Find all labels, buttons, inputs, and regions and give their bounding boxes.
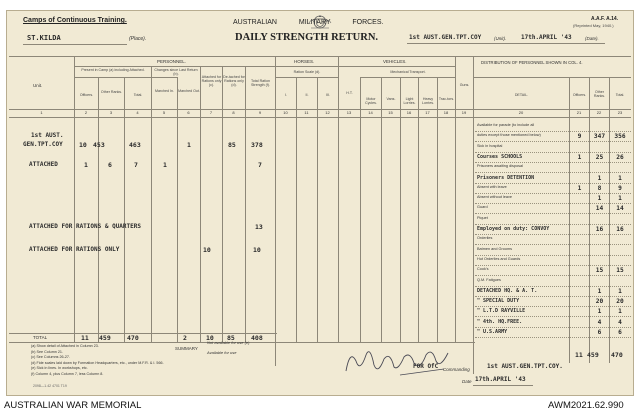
dist-group-rule: [473, 77, 631, 78]
personnel-header: PERSONNEL.: [157, 59, 187, 64]
col-rule-9: [275, 56, 276, 366]
column-number: 18: [443, 110, 449, 115]
mech-transport-header: Mechanical Transport.: [390, 70, 426, 74]
column-number: 20: [518, 110, 524, 115]
light-lorries-header: Light Lorries.: [403, 97, 416, 106]
column-number: 21: [576, 110, 582, 115]
place-line: [23, 44, 127, 45]
dist-total-total: 470: [611, 351, 623, 359]
distribution-row-line: [475, 306, 631, 307]
distribution-value-t: 9: [618, 184, 622, 192]
signoff-date-line: [473, 385, 533, 386]
col-rule-2: [98, 77, 99, 342]
distribution-detail: " U.S.ARMY: [477, 329, 508, 335]
col-rule-20: [569, 77, 570, 363]
unit-value: 1st AUST.GEN.TPT.COY: [409, 34, 482, 41]
roman-2: II.: [305, 93, 309, 97]
column-number: 8: [232, 110, 235, 115]
total-ration-header: Total Ration Strength (f).: [251, 79, 270, 88]
distribution-value-t: 6: [618, 329, 622, 336]
distribution-value-o: 1: [577, 184, 582, 192]
signoff-date-value: 17th.APRIL '43: [475, 376, 526, 383]
rations-quarters-value: 13: [255, 223, 263, 231]
footnote: (d) Fide scales laid down by Formation Headquarters, etc., under M.F.R. & I. 566.: [31, 360, 164, 365]
rations-only-attached: 10: [203, 246, 211, 254]
vans-header: Vans.: [386, 97, 396, 101]
column-number: 22: [596, 110, 602, 115]
column-number: 11: [304, 110, 309, 115]
footnote: (e) Sick in lines. In workshops, etc.: [31, 366, 88, 371]
distribution-value-r: 8: [597, 184, 602, 192]
col-rule-3: [124, 77, 125, 342]
distribution-value-t: 1: [618, 174, 622, 182]
distribution-value-r: 20: [595, 298, 604, 306]
ration-scale-header: Ration Scale (d).: [293, 70, 321, 74]
distribution-detail: " L.T.D RAYVILLE: [477, 308, 526, 315]
total-total: 470: [127, 334, 139, 342]
attached-ration: 7: [258, 161, 262, 169]
column-number: 7: [209, 110, 213, 115]
distribution-value-t: 1: [618, 287, 622, 295]
distribution-detail: Hut Orderlies and Guards: [477, 256, 521, 261]
distribution-value-t: 4: [618, 318, 622, 326]
detached-rations-header: De-tached for Rations only (d).: [223, 75, 245, 88]
col-rule-5: [177, 77, 178, 342]
rations-quarters-label: ATTACHED FOR RATIONS & QUARTERS: [29, 223, 141, 230]
col-rule-10: [296, 77, 297, 342]
date-line: [519, 43, 605, 44]
distribution-row-line: [475, 296, 631, 297]
motor-cycles-header: Motor Cycles.: [365, 97, 377, 106]
dist-total-other-ranks: 459: [587, 351, 599, 359]
total-marched-in: 2: [183, 334, 187, 342]
distribution-detail: Prisoners awaiting disposal: [477, 164, 524, 169]
column-number: 16: [406, 110, 412, 115]
column-number: 19: [461, 110, 467, 115]
distribution-value-r: 15: [595, 267, 604, 275]
summary-available: Available for use: [207, 350, 237, 355]
distribution-value-o: 9: [577, 133, 582, 141]
distribution-value-t: 1: [618, 308, 622, 316]
distribution-detail: Cook's: [477, 267, 489, 272]
distribution-value-r: 14: [595, 205, 604, 213]
handwritten-signature: [340, 341, 452, 379]
distribution-detail: " 4th. HQ.FREE.: [477, 318, 523, 325]
distribution-detail: Guard: [477, 205, 488, 210]
heavy-lorries-header: Heavy Lorries.: [422, 97, 434, 106]
distribution-value-o: 1: [577, 153, 582, 161]
main-total: 463: [129, 141, 141, 149]
tractors-header: Trac-tors.: [438, 97, 455, 101]
distribution-row-line: [475, 255, 631, 256]
total-header: Total.: [133, 93, 143, 97]
unit-line: [407, 43, 519, 44]
distribution-header: DISTRIBUTION OF PERSONNEL SHOWN IN COL. 4.: [481, 60, 583, 65]
attached-rations-header: Attached for Rations only (c).: [201, 75, 222, 88]
col-rule-16: [418, 77, 419, 342]
footnote: (f) Column 4, plus Column 7, less Column 8.: [31, 372, 104, 376]
distribution-row-line: [475, 337, 631, 338]
total-rule: [9, 333, 277, 334]
distribution-detail: Available for parade (to include all: [477, 123, 535, 127]
form-code: A.A.F. A.14.: [591, 16, 619, 22]
total-row-label: TOTAL: [33, 335, 48, 340]
col-rule-4: [151, 66, 152, 342]
roman-1: I.: [285, 93, 287, 97]
column-number: 17: [425, 110, 430, 115]
column-number: 9: [258, 110, 262, 115]
distribution-value-r: 25: [595, 153, 604, 161]
distribution-value-t: 14: [616, 205, 624, 213]
distribution-row-line: [475, 203, 631, 204]
dist-total-officers: 11: [575, 351, 583, 359]
column-number: 4: [136, 110, 139, 115]
distribution-detail: Piquet: [477, 215, 488, 220]
distribution-detail: Employed on duty: CONVOY: [477, 226, 550, 232]
print-code: 2098—1.42 4701 T19: [33, 384, 67, 388]
attached-marched-in: 1: [163, 161, 167, 169]
summary-label: SUMMARY: [175, 346, 198, 351]
forces-title: AUSTRALIAN MILITARY FORCES.: [233, 19, 384, 26]
guns-header: Guns.: [459, 83, 470, 87]
col-rule-14: [381, 77, 382, 342]
distribution-detail: Sick in hospital: [477, 143, 503, 148]
credit-bar: [0, 396, 640, 416]
distribution-value-r: 1: [597, 174, 602, 182]
commanding-value: 1st AUST.GEN.TPT.COY.: [487, 363, 563, 370]
marched-in-header: Marched In.: [155, 89, 174, 93]
column-number: 15: [388, 110, 393, 115]
officers-header: Officers.: [79, 93, 94, 97]
dist-other-ranks-header: Other Ranks.: [593, 90, 606, 99]
distribution-row-line: [475, 327, 631, 328]
reprint-note: (Reprinted May, 1940.): [573, 23, 614, 28]
distribution-row-line: [475, 162, 631, 163]
distribution-detail: Courses SCHOOLS: [477, 153, 523, 160]
date-value: 17th.APRIL '43: [521, 34, 572, 41]
col-rule-19: [473, 56, 474, 374]
total-detached: 85: [227, 334, 235, 342]
rations-only-label: ATTACHED FOR RATIONS ONLY: [29, 246, 120, 253]
ht-header: H.T.: [346, 91, 353, 95]
col-rule-12: [338, 56, 339, 342]
commanding-label: Commanding: [443, 367, 470, 372]
distribution-row-line: [475, 316, 631, 317]
strength-return-form: [6, 10, 634, 396]
distribution-row-line: [475, 183, 631, 184]
main-ration-strength: 378: [251, 141, 263, 149]
horses-header: HORSES.: [294, 59, 315, 64]
distribution-row-line: [475, 141, 631, 142]
distribution-row-line: [475, 286, 631, 287]
col-rule-15: [400, 77, 401, 342]
distribution-row-line: [475, 193, 631, 194]
attached-total: 7: [134, 161, 138, 169]
column-number: 1: [40, 110, 43, 115]
unit-entry-line2: GEN.TPT.COY: [23, 141, 63, 148]
coat-of-arms-icon: [307, 14, 333, 30]
col-rule-1: [74, 56, 75, 342]
total-officers: 11: [81, 334, 89, 342]
horses-group-rule: [275, 66, 338, 67]
vehicles-sub-rule: [360, 77, 455, 78]
for-oc-prefix: FOR OfC: [413, 363, 439, 370]
column-number: 14: [368, 110, 373, 115]
total-ration: 408: [251, 334, 263, 342]
distribution-value-t: 15: [616, 267, 624, 275]
col-number-rule: [9, 109, 631, 110]
distribution-value-t: 26: [616, 153, 624, 161]
dist-officers-header: Officers.: [572, 93, 587, 97]
signoff-date-label: Date: [462, 379, 472, 384]
col-rule-18: [455, 56, 456, 342]
changes-header: Changes since Last Return (b).: [154, 68, 198, 77]
distribution-detail: " SPECIAL DUTY: [477, 298, 520, 305]
horses-sub-rule: [275, 77, 338, 78]
col-rule-11: [317, 77, 318, 342]
main-detached: 85: [228, 141, 236, 149]
distribution-value-t: 356: [614, 133, 626, 141]
unit-entry-line1: 1st AUST.: [31, 132, 64, 139]
col-rule-17: [437, 77, 438, 342]
distribution-value-r: 1: [597, 308, 602, 316]
column-number: 10: [283, 110, 288, 115]
subgroup-rule: [74, 77, 177, 78]
distribution-row-line: [475, 172, 631, 173]
column-number: 6: [187, 110, 190, 115]
distribution-detail: Q.M. Fatigues: [477, 277, 501, 282]
distribution-row-line: [475, 234, 631, 235]
distribution-detail: DETACHED HQ. & A. T.: [477, 287, 538, 294]
place-value: ST.KILDA: [27, 34, 61, 42]
personnel-group-rule: [74, 66, 275, 67]
distribution-value-r: 6: [597, 329, 602, 336]
unit-label: (Unit).: [494, 36, 507, 41]
date-label: (Date).: [585, 36, 599, 41]
distribution-row-line: [475, 152, 631, 153]
distribution-row-line: [475, 131, 631, 132]
distribution-row-line: [475, 224, 631, 225]
main-other-ranks: 453: [93, 141, 105, 149]
distribution-detail: Absent without leave: [477, 195, 513, 200]
rations-only-ration: 10: [253, 246, 261, 254]
vehicles-group-rule: [338, 66, 455, 67]
unit-col-header: Unit.: [33, 83, 43, 88]
footnote: (a) Show detail of Attached in Column 23.: [31, 344, 99, 348]
distribution-row-line: [475, 213, 631, 214]
footnote: (c) See Columns 26-27.: [31, 355, 70, 360]
camps-title: Camps of Continuous Training.: [23, 17, 127, 24]
distribution-value-t: 1: [618, 195, 622, 203]
table-top-rule: [9, 56, 631, 57]
credit-left: AUSTRALIAN WAR MEMORIAL: [4, 400, 142, 411]
col-rule-7: [222, 66, 223, 342]
distribution-detail: Prisoners DETENTION: [477, 174, 535, 181]
other-ranks-header: Other Ranks.: [100, 90, 123, 94]
column-number: 2: [84, 110, 88, 115]
main-marched-out: 1: [187, 141, 191, 149]
vehicles-header: VEHICLES.: [383, 59, 407, 64]
summary-not-available: Not available for use (e): [207, 340, 250, 345]
footnote: (b) See Column 21.: [31, 349, 63, 354]
distribution-detail: Batmen and Grooms: [477, 246, 513, 251]
credit-right: AWM2021.62.990: [548, 400, 624, 411]
distribution-detail: Orderlies: [477, 236, 493, 241]
distribution-value-r: 1: [597, 287, 602, 295]
distribution-detail: duties except those mentioned below): [477, 133, 541, 138]
distribution-row-line: [475, 244, 631, 245]
detail-header: DETAIL.: [514, 93, 529, 97]
distribution-value-r: 347: [593, 133, 606, 141]
distribution-value-r: 16: [595, 226, 604, 233]
distribution-row-line: [475, 275, 631, 276]
main-officers: 10: [79, 141, 87, 149]
present-header: Present in Camp (a) including Attached.: [81, 68, 145, 72]
distribution-row-line: [475, 265, 631, 266]
attached-officers: 1: [84, 161, 88, 169]
roman-3: III.: [326, 93, 330, 97]
distribution-value-r: 1: [597, 195, 602, 203]
distribution-detail: Absent with leave: [477, 184, 507, 189]
total-other-ranks: 459: [99, 334, 111, 342]
column-number: 12: [325, 110, 330, 115]
distribution-value-t: 16: [616, 226, 624, 233]
column-number: 5: [162, 110, 166, 115]
attached-label: ATTACHED: [29, 161, 58, 168]
marched-out-header: Marched Out.: [178, 89, 200, 93]
col-number-rule-bottom: [9, 117, 631, 118]
col-rule-6: [200, 66, 201, 342]
place-label: (Place).: [129, 36, 147, 42]
dist-total-header: Total.: [615, 93, 625, 97]
column-number: 3: [109, 110, 113, 115]
distribution-value-t: 20: [616, 298, 624, 306]
attached-other-ranks: 6: [108, 161, 112, 169]
col-rule-13: [360, 77, 361, 342]
total-attached: 10: [206, 334, 214, 342]
col-rule-8: [245, 66, 246, 342]
column-number: 23: [617, 110, 623, 115]
return-title: DAILY STRENGTH RETURN.: [235, 32, 379, 43]
distribution-value-r: 4: [597, 318, 602, 326]
column-number: 13: [346, 110, 352, 115]
